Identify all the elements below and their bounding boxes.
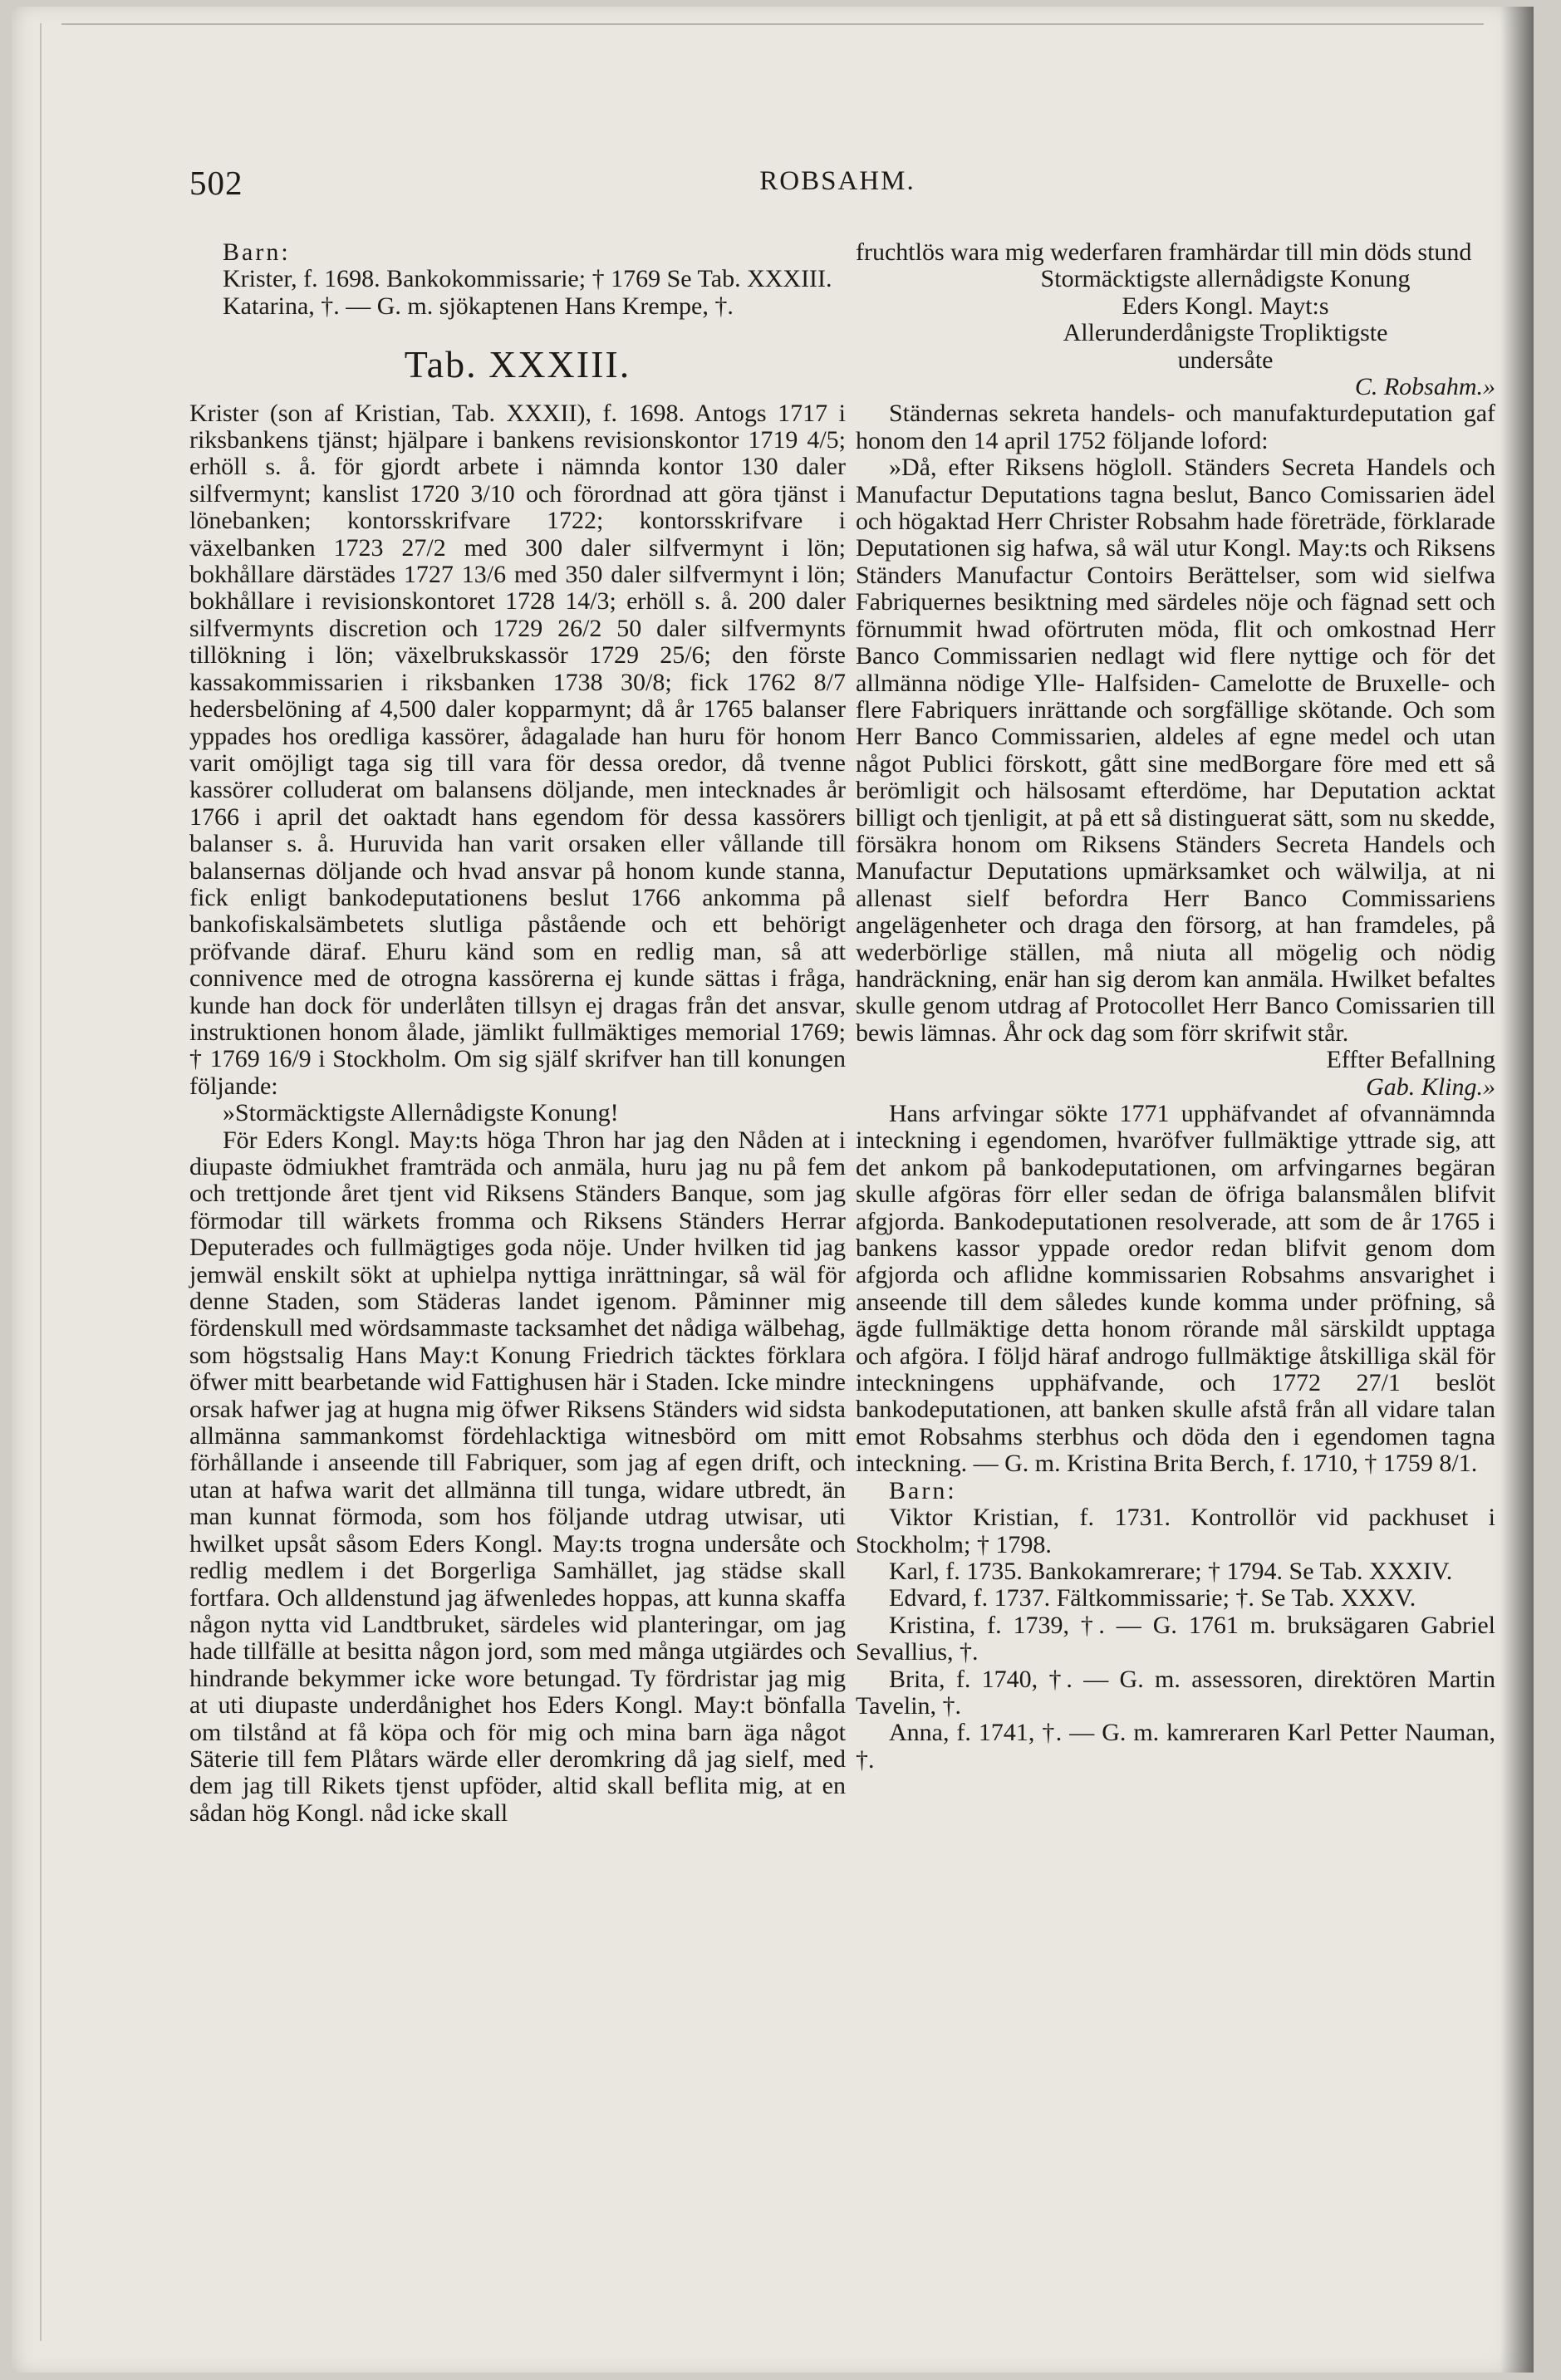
genealogy-entry: Brita, f. 1740, †. — G. m. assessoren, direktören Martin Tavelin, †. [856,1665,1495,1720]
right-column [856,239,1495,1774]
page-header [189,163,1485,204]
running-title: ROBSAHM. [759,166,915,196]
text-paragraph: Hans arfvingar sökte 1771 upphäfvandet af ofvannämnda inteckning i egendomen, hvaröfver fullmäktige yttrade sig, att det ankom på bankodeputationen, om arfvingarnes begäran skulle afgöras förr eller sedan de öfriga balansmålen blifvit afgjorda. Bankodeputationen resolverade, att som de år 1765 i bankens kassor yppade oredor redan blifvit genom dom afgjorda och aflidne kommissarien Robsahms ansvarighet i anseende till dem således kunde komma under pröfning, så ägde fullmäktige detta honom rörande mål särskildt upptaga och afgöra. I följd häraf androgo fullmäktige åtskilliga skäl för inteckningens upphäfvande, och 1772 27/1 beslöt bankodeputationen, att banken skulle afstå från all vidare talan emot Robsahms sterbhus och döda den i egendomen tagna inteckning. — G. m. Kristina Brita Berch, f. 1710, † 1759 8/1. [856,1100,1495,1478]
page-top-edge [61,23,1484,25]
page-left-edge [40,23,42,2341]
genealogy-entry: Viktor Kristian, f. 1731. Kontrollör vid packhuset i Stockholm; † 1798. [856,1504,1495,1558]
letter-closing-line: Eders Kongl. Mayt:s [1122,292,1329,320]
genealogy-entry: Katarina, †. — G. m. sjökaptenen Hans Krempe, †. [223,292,734,320]
text-paragraph: Krister (son af Kristian, Tab. XXXII), f. 1698. Antogs 1717 i riksbankens tjänst; hjälpare i bankens revisionskontor 1719 4/5; erhöll s. å. för gjordt arbete i nämnda kontor 130 daler silfvermynt; kanslist 1720 3/10 och förordnad att göra tjänst i lönebanken; kontorsskrifvare 1722; kontorsskrifvare i växelbanken 1723 27/2 med 300 daler silfvermynt i lön; bokhållare därstädes 1727 13/6 med 350 daler silfvermynt i lön; bokhållare i revisionskontoret 1728 14/3; erhöll s. å. 200 daler silfvermynts discretion och 1729 26/2 50 daler silfvermynts tillökning i lön; växelbrukskassör 1729 25/6; den förste kassakommissarien i riksbanken 1738 30/8; fick 1762 8/7 hedersbelöning af 4,500 daler kopparmynt; då år 1765 balanser yppades hos oredliga kassörer, ådagalade han huru för honom varit omöjligt taga sig till vara för dessa oredor, då tvenne kassörer colluderat om balansens döljande, men intecknades år 1766 i april det oaktadt hans egendom för dessa kassörers balanser s. å. Huruvida han varit orsaken eller vållande till balansernas döljande och hvad ansvar på honom kunde stanna, fick enligt bankodeputationens beslut 1766 ankomma på bankofiskalsämbetets slutliga påstående och ett behörigt pröfvande däraf. Ehuru känd som en redlig man, så att connivence med de otrogna kassörerna ej kunde sättas i fråga, kunde han dock för underlåten tillsyn ej dragas från det ansvar, instruktionen honom ålade, jämlikt fullmäktiges memorial 1769; † 1769 16/9 i Stockholm. Om sig själf skrifver han till konungen följande: [189,399,846,1100]
children-label: Barn: [223,238,291,266]
children-label: Barn: [889,1476,957,1504]
letter-closing-line: Effter Befallning [1326,1046,1495,1074]
book-binding-shadow [1500,7,1534,2373]
book-page [12,7,1534,2373]
left-column [189,239,846,1827]
text-paragraph: »Då, efter Riksens högloll. Ständers Secreta Handels och Manufactur Deputations tagna beslut, Banco Comissarien ädel och högaktad Herr Christer Robsahm hade företräde, förklarade Deputationen sig hafwa, så wäl utur Kongl. May:ts och Riksens Ständers Manufactur Contoirs Berättelser, som wid sielfwa Fabriquernes besiktning med särdeles nöje och fägnad sett och förnummit hwad oförtruten möda, flit och omkostnad Herr Banco Commissarien nedlagt wid flere nyttige och för det allmänna nödige Ylle- Halfsiden- Camelotte de Bruxelle- och flere Fabriquers inrättande och sorgfällige skötande. Och som Herr Banco Commissarien, aldeles af egne medel och utan något Publici förskott, gått sine medBorgare före med ett så berömligit och hälsosamt efterdöme, har Deputation acktat billigt och tjenligit, at på ett så distinguerat sätt, som nu skedde, försäkra honom om Riksens Ständers Secreta Handels och Manufactur Deputations upmärksamket och wälwilja, at ni allenast sielf befordra Herr Banco Commissariens angelägenheter och draga den försorg, at han framdeles, på wederbörlige ställen, må niuta all mögelig och nödig handräckning, enär han sig derom kan anmäla. Hwilket befaltes skulle genom utdrag af Protocollet Herr Banco Comissarien till bewis lämnas. Åhr ock dag som förr skrifwit står. [856,454,1495,1047]
section-heading: Tab. XXXIII. [404,343,631,386]
letter-closing-line: Allerunderdånigste Tropliktigste [1063,319,1388,347]
text-paragraph: »Stormäcktigste Allernådigste Konung! [223,1099,619,1127]
genealogy-entry: Karl, f. 1735. Bankokamrerare; † 1794. Se Tab. XXXIV. [889,1557,1453,1585]
text-paragraph: fruchtlös wara mig wederfaren framhärdar till min döds stund [856,238,1472,266]
letter-closing-line: Gab. Kling.» [1366,1072,1495,1101]
text-paragraph: För Eders Kongl. May:ts höga Thron har jag den Nåden at i diupaste ödmiukhet framträda och anmäla, huru jag nu på fem och trettjonde året tjent vid Riksens Ständers Banque, som jag förmodar till wärkets fromma och Riksens Ständers Herrar Deputerades och fullmägtiges goda nöje. Under hvilken tid jag jemwäl enskilt sökt at uphielpa nyttiga inrättningar, så wäl för denne Staden, som Städeras landet igenom. Påminner mig fördenskull med wördsammaste tacksamhet det nådiga wälbehag, som högstsalig Hans May:t Konung Friedrich täcktes förklara öfwer mitt bearbetande wid Fattighusen här i Staden. Icke mindre orsak hafwer jag at hugna mig öfwer Riksens Ständers wid sidsta allmänna sammankomst fördehlacktiga witnesbörd om mitt förhållande i anseende till Fabriquer, som jag af egen drift, och utan at hafwa warit det allmänna till tunga, widare utbredt, än man kunnat förmoda, som hos följande utdrag utwisar, uti hwilket upsåt såsom Eders Kongl. May:ts trogna undersåte och redlig medlem i det Borgerliga Samhället, jag städse skall fortfara. Och alldenstund jag äfwenledes hoppas, att kunna skaffa någon nytta vid Landtbruket, särdeles wid planteringar, om jag hade tillfälle at besitta någon jord, som med många utgiärdes och hindrande bekymmer icke wore betungad. Ty fördristar jag mig at uti diupaste underdånighet hos Eders Kongl. May:t bönfalla om tilstånd at få köpa och för mig och mina barn äga något Säterie till fem Plåtars wärde eller deromkring då jag sielf, med dem jag till Rikets tjenst upföder, altid skall beflita mig, at en sådan hög Kongl. nåd icke skall [189,1126,846,1827]
genealogy-entry: Edvard, f. 1737. Fältkommissarie; †. Se Tab. XXXV. [889,1584,1416,1612]
text-paragraph: Ständernas sekreta handels- och manufakturdeputation gaf honom den 14 april 1752 följande loford: [856,400,1495,454]
genealogy-entry: Anna, f. 1741, †. — G. m. kamreraren Karl Petter Nauman, †. [856,1719,1495,1774]
letter-closing-line: C. Robsahm.» [1354,373,1495,401]
letter-closing-line: Stormäcktigste allernådigste Konung [1040,265,1411,293]
letter-closing-line: undersåte [1177,346,1274,374]
page-number: 502 [189,164,243,202]
genealogy-entry: Kristina, f. 1739, †. — G. 1761 m. bruksägaren Gabriel Sevallius, †. [856,1611,1495,1666]
genealogy-entry: Krister, f. 1698. Bankokommissarie; † 1769 Se Tab. XXXIII. [223,265,832,293]
